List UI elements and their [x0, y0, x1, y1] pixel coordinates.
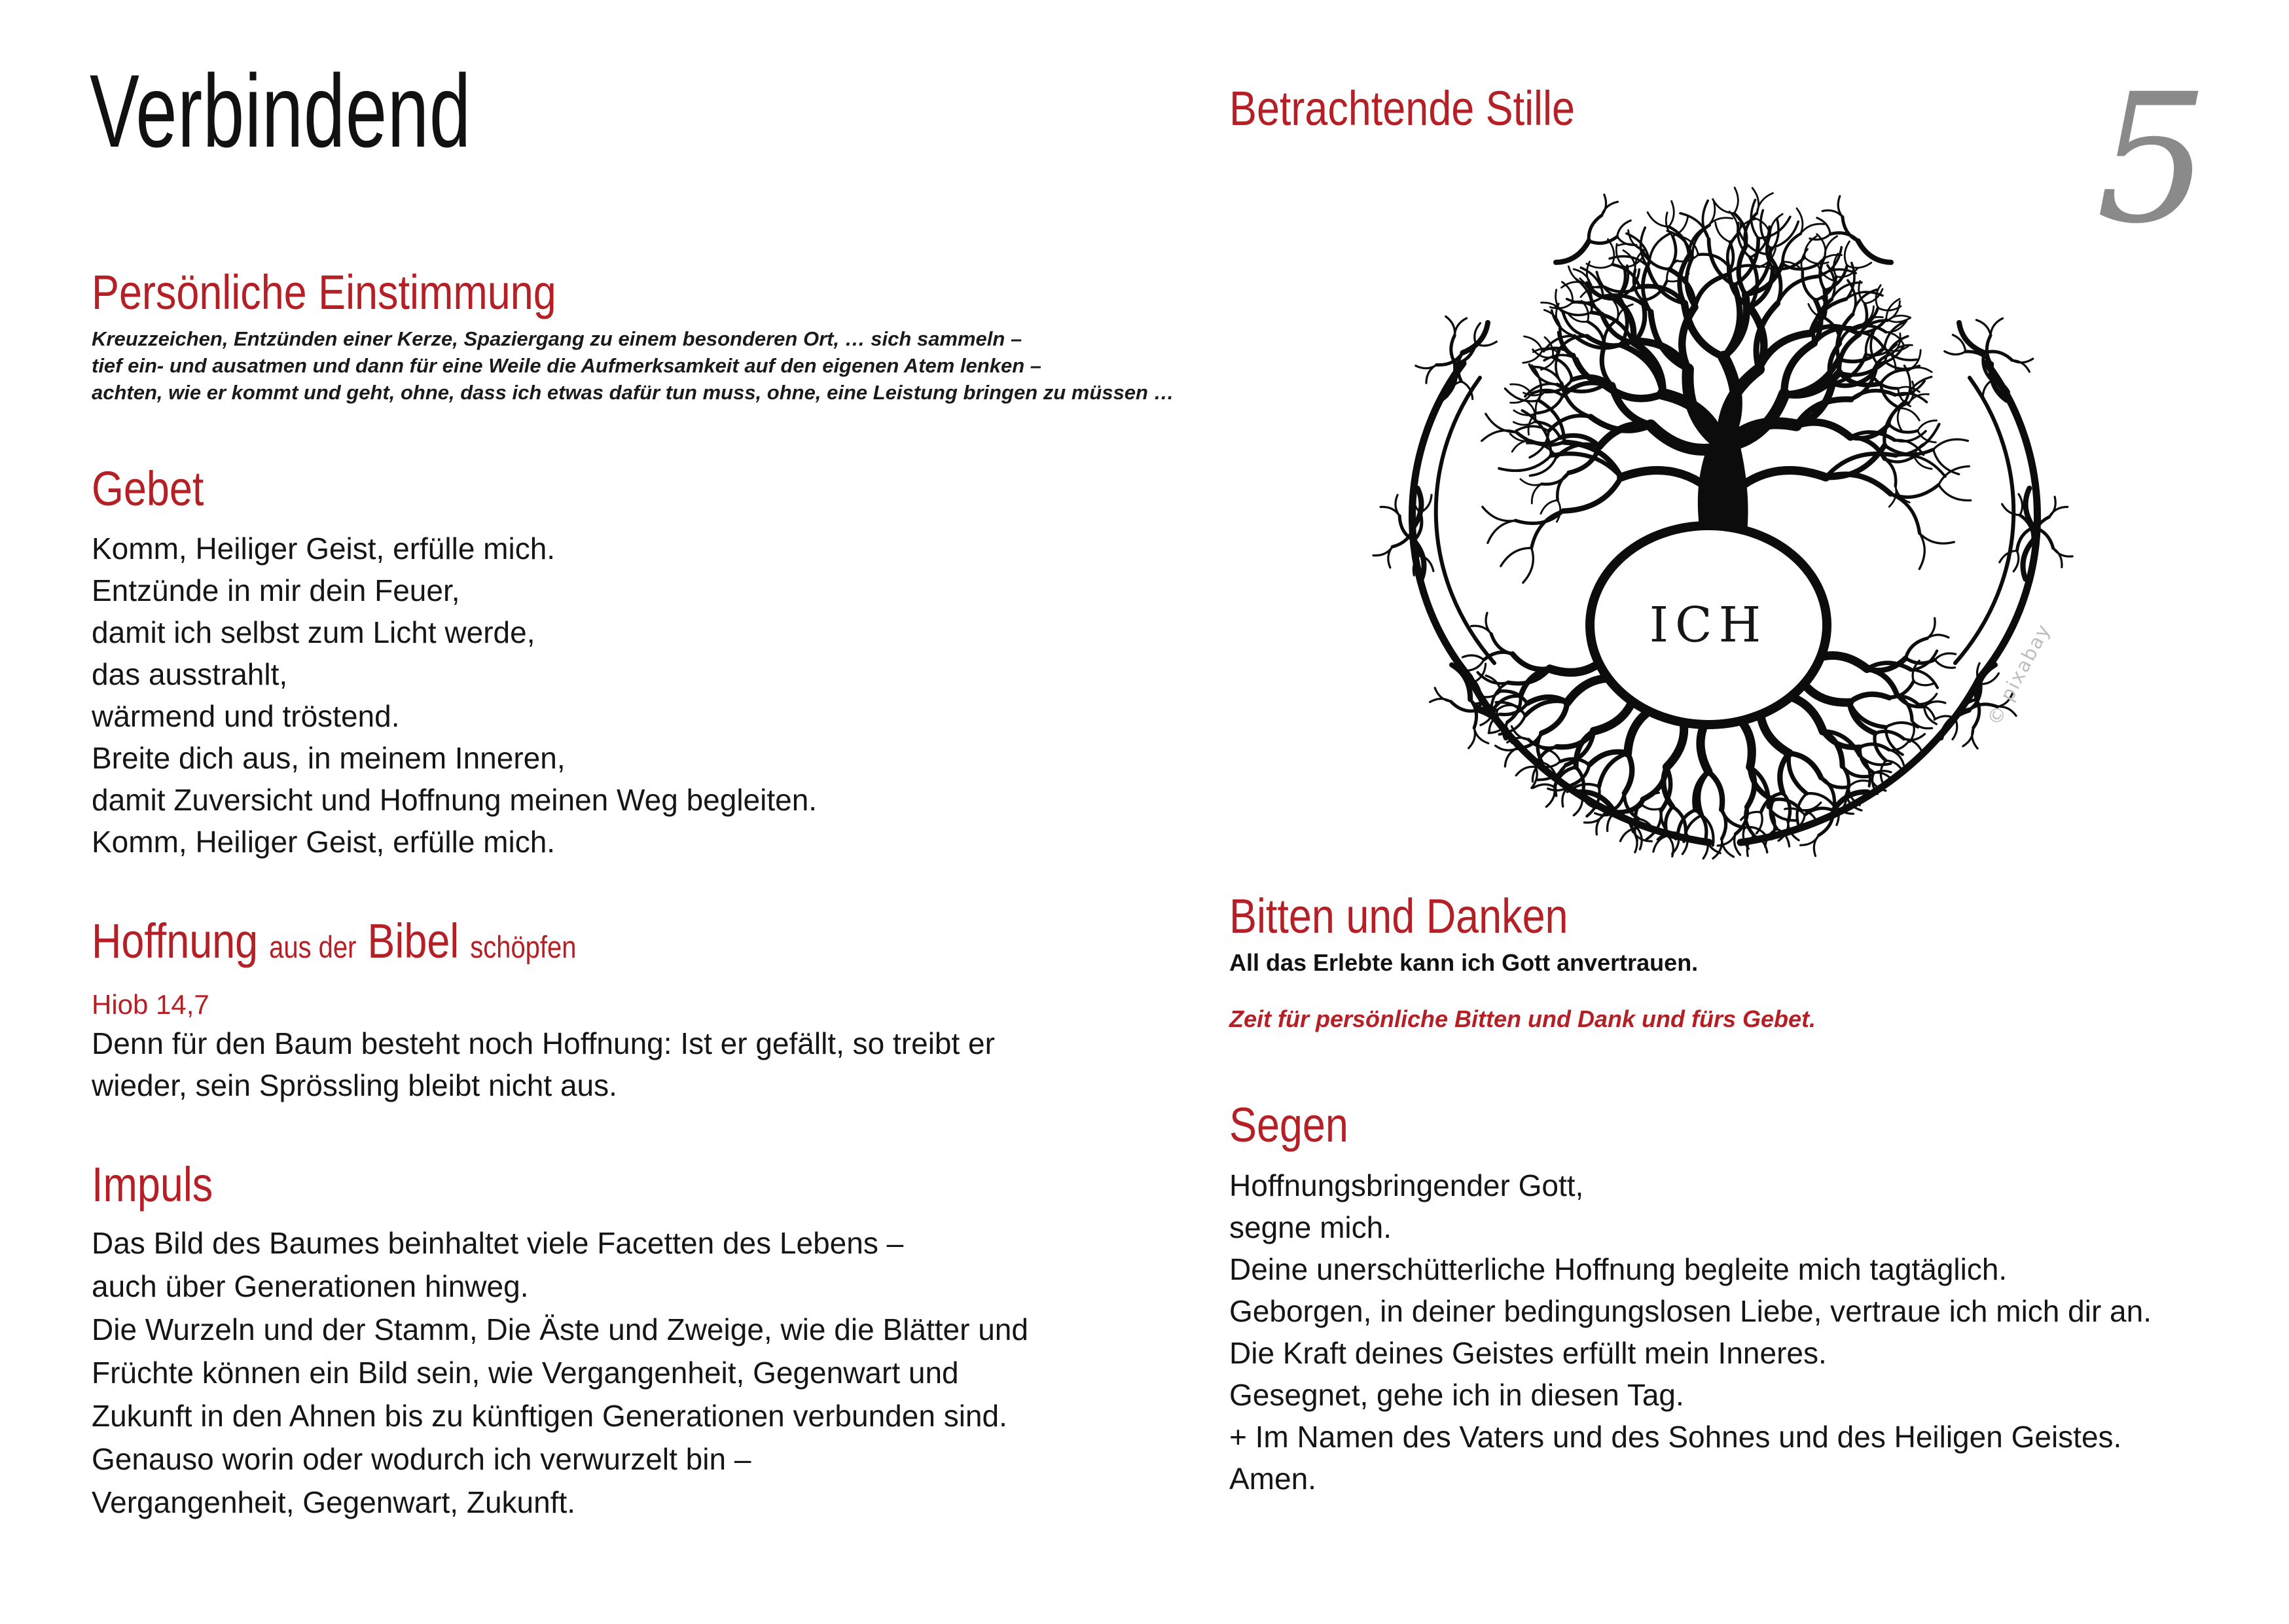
text-line: Denn für den Baum besteht noch Hoffnung: Ist er gefällt, so treibt er: [92, 1026, 995, 1060]
text-line: Amen.: [1229, 1462, 1316, 1496]
gebet-heading: Gebet: [92, 461, 204, 516]
ich-label: ICH: [1649, 597, 1768, 653]
text-line: Genauso worin oder wodurch ich verwurzelt bin –: [92, 1442, 751, 1476]
text-line: auch über Generationen hinweg.: [92, 1269, 529, 1303]
hoffnung-heading-part3: Bibel: [367, 914, 460, 968]
text-line: Gesegnet, gehe ich in diesen Tag.: [1229, 1378, 1684, 1412]
right-heading: Betrachtende Stille: [1229, 81, 1575, 135]
text-line: Zukunft in den Ahnen bis zu künftigen Generationen verbunden sind.: [92, 1399, 1007, 1433]
text-line: Hoffnungsbringender Gott,: [1229, 1168, 1584, 1202]
einstimmung-note: [92, 325, 1174, 406]
text-line: tief ein- und ausatmen und dann für eine Weile die Aufmerksamkeit auf den eigenen Atem lenken –: [92, 354, 1041, 377]
text-line: wärmend und tröstend.: [92, 699, 400, 733]
wreath-arc: [1955, 378, 2013, 663]
text-line: Das Bild des Baumes beinhaltet viele Facetten des Lebens –: [92, 1226, 904, 1260]
text-line: Kreuzzeichen, Entzünden einer Kerze, Spaziergang zu einem besonderen Ort, … sich sammeln –: [92, 327, 1022, 350]
page-title: Verbindend: [90, 54, 471, 169]
segen-text: [1229, 1164, 2152, 1500]
impuls-heading: Impuls: [92, 1157, 213, 1212]
text-line: Die Kraft deines Geistes erfüllt mein Inneres.: [1229, 1336, 1827, 1370]
bitten-note: Zeit für persönliche Bitten und Dank und fürs Gebet.: [1229, 1005, 1816, 1032]
hoffnung-heading-part1: Hoffnung: [92, 914, 259, 968]
gebet-text: [92, 528, 817, 863]
text-line: wieder, sein Sprössling bleibt nicht aus.: [92, 1068, 617, 1102]
bitten-heading: Bitten und Danken: [1229, 889, 1568, 943]
text-line: Entzünde in mir dein Feuer,: [92, 573, 460, 607]
page-number: 5: [2095, 56, 2209, 263]
hoffnung-heading-part4: schöpfen: [470, 929, 577, 964]
text-line: Breite dich aus, in meinem Inneren,: [92, 741, 566, 775]
segen-heading: Segen: [1229, 1098, 1348, 1152]
text-line: Komm, Heiliger Geist, erfülle mich.: [92, 532, 556, 566]
image-credit: © pixabay: [1983, 619, 2055, 729]
bible-text: [92, 1022, 995, 1106]
hoffnung-heading: [92, 916, 576, 967]
text-line: segne mich.: [1229, 1210, 1392, 1244]
text-line: Deine unerschütterliche Hoffnung begleite mich tagtäglich.: [1229, 1252, 2008, 1286]
einstimmung-heading: Persönliche Einstimmung: [92, 265, 556, 319]
text-line: damit Zuversicht und Hoffnung meinen Weg begleiten.: [92, 783, 818, 817]
bitten-intro: All das Erlebte kann ich Gott anvertrauen.: [1229, 949, 1699, 976]
text-line: Komm, Heiliger Geist, erfülle mich.: [92, 825, 556, 859]
text-line: Geborgen, in deiner bedingungslosen Liebe, vertraue ich mich dir an.: [1229, 1294, 2152, 1328]
hoffnung-heading-part2: aus der: [269, 929, 357, 964]
text-line: Vergangenheit, Gegenwart, Zukunft.: [92, 1485, 576, 1519]
bible-reference: Hiob 14,7: [92, 989, 209, 1020]
text-line: damit ich selbst zum Licht werde,: [92, 615, 535, 649]
text-line: Früchte können ein Bild sein, wie Vergangenheit, Gegenwart und: [92, 1356, 959, 1390]
impuls-text: [92, 1221, 1028, 1524]
text-line: achten, wie er kommt und geht, ohne, dass ich etwas dafür tun muss, ohne, eine Leistung bringen zu müssen …: [92, 381, 1174, 404]
text-line: + Im Namen des Vaters und des Sohnes und des Heiligen Geistes.: [1229, 1420, 2122, 1454]
tree-of-life-illustration: [1365, 154, 2085, 893]
text-line: das ausstrahlt,: [92, 657, 288, 691]
text-line: Die Wurzeln und der Stamm, Die Äste und Zweige, wie die Blätter und: [92, 1312, 1028, 1346]
